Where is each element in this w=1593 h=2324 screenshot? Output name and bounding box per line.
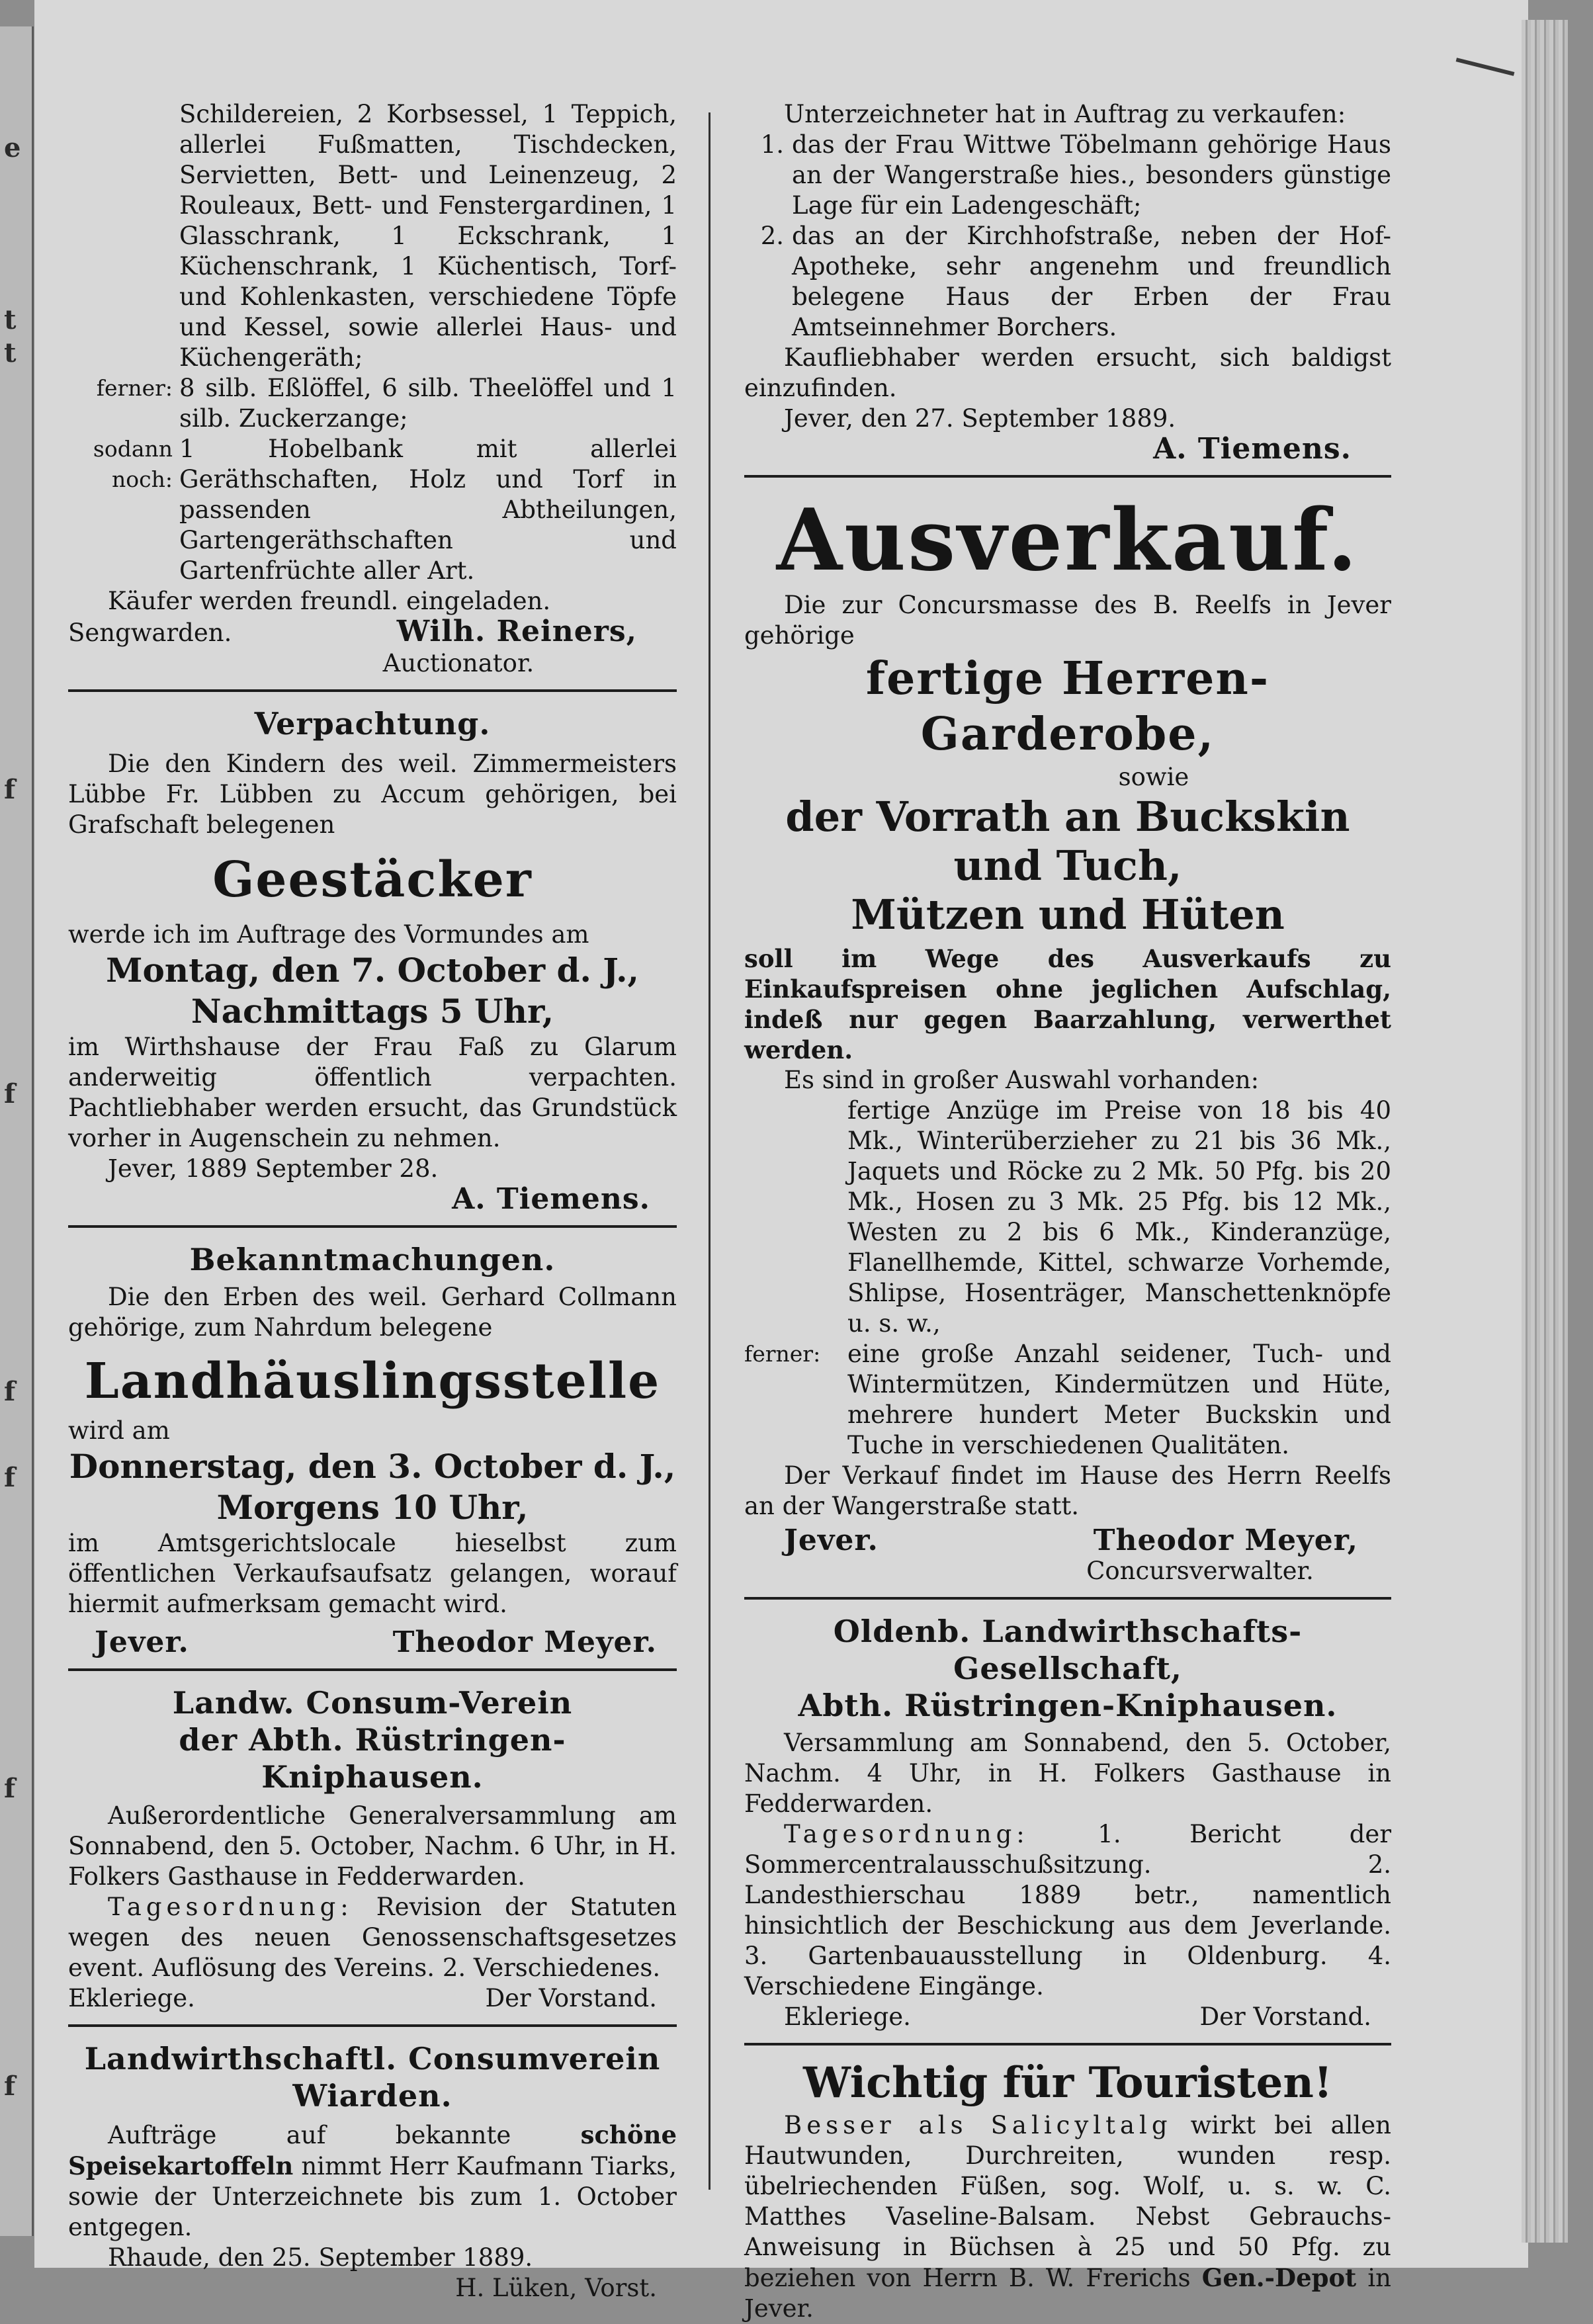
previous-page-edge [0,26,34,2236]
agri-society-agenda [744,1819,1391,2002]
clearance-ferner [744,1339,1391,1461]
agenda-label: Tagesordnung: [784,1820,1029,1848]
clearance-sowie: sowie [1118,763,1189,791]
consum-kniphausen-body: Außerordentliche Generalversammlung am Sonnabend, den 5. October, Nachm. 6 Uhr, in H. Folkers Gasthause in Fedderwarden. [68,1801,677,1891]
clearance-line-3: und Tuch, [953,841,1182,890]
agri-society-heading-1: Oldenb. Landwirthschafts-Gesellschaft, [833,1614,1303,1686]
clearance-stock-list: fertige Anzüge im Preise von 18 bis 40 Mk., Winterüberzieher zu 21 bis 36 Mk., Jaquets und Röcke zu 2 Mk. 50 Pfg. bis 20 Mk., Hosen zu 3 Mk. 25 Pfg. bis 12 Mk., Westen zu 2 bis 6 Mk., Kinderanzüge, Flanellhemde, Kittel, schwarze Vorhemde, Shlipse, Hosenträger, Manschettenknöpfe u. s. w., [847,1096,1391,1338]
tourists-ad [744,2059,1391,2324]
margin-fragment: f [4,774,16,805]
tourists-body-spaced: Besser als Salicyltalg [784,2111,1172,2139]
agenda-text: 1. Bericht der Sommercentralausschußsitzung. 2. Landesthierschau 1889 betr., namentlich hinsichtlich der Beschickung aus dem Jeverlande. 3. Gartenbauausstellung in Oldenburg. 4. Verschiedene Eingänge. [744,1820,1392,2001]
notices-ad [68,1241,677,1658]
sale-item [744,221,1391,343]
auction-sodann [68,434,677,586]
agenda-label: Tagesordnung: [108,1893,353,1921]
notices-heading: Bekanntmachungen. [189,1242,556,1277]
lease-signer: A. Tiemens. [452,1182,650,1216]
lease-signature-row [68,1184,677,1215]
sodann-text: 1 Hobelbank mit allerlei Geräthschaften, Holz und Torf in passenden Abtheilungen, Gartengeräthschaften und Gartenfrüchte aller Art. [179,435,677,585]
book-page-stack [1522,20,1568,2243]
margin-fragment: f [4,2071,16,2102]
sale-dateline: Jever, den 27. September 1889. [784,404,1176,433]
auction-signer-title: Auctionator. [382,649,535,677]
item-number: 1. [760,130,784,159]
margin-fragment: t [4,337,17,368]
margin-fragment: f [4,1462,16,1493]
margin-fragment: f [4,1773,16,1804]
tourists-body [744,2110,1391,2324]
margin-fragment: e [4,132,21,163]
consum-wiarden-signer: H. Lüken, Vorst. [455,2274,657,2302]
consum-kniphausen-ad [68,1684,677,2014]
sale-ad [744,99,1391,464]
ferner-label: ferner: [96,375,173,401]
clearance-signature-row [744,1526,1391,1556]
lease-commission: werde ich im Auftrage des Vormundes am [68,920,589,949]
agri-society-heading-2: Abth. Rüstringen-Kniphausen. [798,1688,1338,1723]
tourists-body-text: wirkt bei allen Hautwunden, Durchreiten, wunden resp. übelriechenden Füßen, sog. Wolf, u. s. w. C. Matthes Vaseline-Balsam. Nebst Gebrauchs-Anweisung in Büchsen à 25 und 50 Pfg. zu beziehen von Herrn B. W. Frerichs [744,2111,1391,2292]
tourists-depot-place: in Jever. [744,2264,1392,2323]
section-rule [744,475,1391,478]
clearance-body: soll im Wege des Ausverkaufs zu Einkaufspreisen ohne jeglichen Aufschlag, indeß nur gegen Baarzahlung, verwerthet werden. [744,944,1391,1064]
sale-intro: Unterzeichneter hat in Auftrag zu verkaufen: [784,100,1346,128]
consum-wiarden-body [68,2120,677,2243]
consum-wiarden-ad [68,2040,677,2303]
lease-ad [68,705,677,1215]
agri-society-ad [744,1613,1391,2032]
clearance-line-2: der Vorrath an Buckskin [785,793,1350,841]
sale-item [744,130,1391,221]
notices-pre-date: wird am [68,1416,170,1445]
notices-date: Donnerstag, den 3. October d. J., [69,1447,676,1486]
notices-body: im Amtsgerichtslocale hieselbst zum öffentlichen Verkaufsaufsatz gelangen, worauf hiermit aufmerksam gemacht wird. [68,1529,677,1618]
auction-invite: Käufer werden freundl. eingeladen. [108,587,551,615]
clearance-intro: Die zur Concursmasse des B. Reelfs in Jever gehörige [744,591,1391,650]
consum-kniphausen-place: Ekleriege. [68,1984,195,2012]
section-rule [68,1225,677,1228]
auction-items: Schildereien, 2 Korbsessel, 1 Teppich, allerlei Fußmatten, Tischdecken, Servietten, Bett- und Leinenzeug, 2 Rouleaux, Bett- und Fenstergardinen, 1 Glasschrank, 1 Eckschrank, 1 Küchenschrank, 1 Küchentisch, Torf- und Kohlenkasten, verschiedene Töpfe und Kessel, sowie allerlei Haus- und Küchengeräth; [179,100,677,372]
section-rule [744,1597,1391,1600]
agri-society-signer: Der Vorstand. [1199,2002,1371,2031]
consum-kniphausen-agenda [68,1892,677,1983]
agenda-text: Revision der Statuten wegen des neuen Genossenschaftsgesetzes event. Auflösung des Vereins. 2. Verschiedenes. [68,1893,677,1982]
consum-wiarden-dateline: Rhaude, den 25. September 1889. [108,2243,533,2272]
margin-fragment: f [4,1078,16,1109]
lease-heading: Verpachtung. [254,706,491,742]
notices-place: Jever. [95,1625,189,1659]
margin-fragment: t [4,304,17,335]
consum-wiarden-heading-1: Landwirthschaftl. Consumverein [84,2041,661,2077]
consum-wiarden-heading-2: Wiarden. [292,2078,452,2114]
left-column [68,99,677,2303]
clearance-stock-intro: Es sind in großer Auswahl vorhanden: [784,1066,1260,1094]
ferner-text: 8 silb. Eßlöffel, 6 silb. Theelöffel und 1 silb. Zuckerzange; [179,374,677,433]
ferner-label: ferner: [744,1341,821,1367]
consum-kniphausen-heading-1: Landw. Consum-Verein [172,1685,573,1721]
margin-fragment: f [4,1376,16,1407]
auction-place: Sengwarden. [68,619,232,647]
body-part-1: Aufträge auf bekannte [108,2121,511,2149]
body-bold: schöne Speisekartoffeln [68,2120,677,2180]
clearance-line-1: fertige Herren-Garderobe, [865,652,1270,761]
sale-call: Kaufliebhaber werden ersucht, sich baldigst einzufinden. [744,343,1391,402]
auction-ferner [68,373,677,434]
section-rule [68,689,677,692]
notices-signer: Theodor Meyer. [392,1625,657,1659]
consum-wiarden-signature-row [68,2273,677,2303]
tourists-depot: Gen.-Depot [1201,2263,1357,2292]
agri-society-place: Ekleriege. [784,2002,911,2031]
item-text: das an der Kirchhofstraße, neben der Hof-Apotheke, sehr angenehm und freundlich belegene Haus der Erben der Frau Amtseinnehmer Borchers. [792,222,1391,341]
item-text: das der Frau Wittwe Töbelmann gehörige Haus an der Wangerstraße hies., besonders günstige Lage für ein Ladengeschäft; [792,130,1391,220]
sale-signer: A. Tiemens. [1153,432,1352,466]
tourists-heading: Wichtig für Touristen! [803,2058,1332,2108]
clearance-location: Der Verkauf findet im Hause des Herrn Reelfs an der Wangerstraße statt. [744,1461,1391,1520]
consum-kniphausen-signer: Der Vorstand. [485,1984,657,2012]
section-rule [68,2024,677,2027]
clearance-place: Jever. [784,1524,879,1557]
consum-kniphausen-heading-2: der Abth. Rüstringen-Kniphausen. [179,1722,566,1795]
section-rule [68,1668,677,1671]
notices-time: Morgens 10 Uhr, [216,1488,529,1527]
section-rule [744,2043,1391,2045]
consum-kniphausen-signature-row [68,1983,677,2014]
notices-object: Landhäuslingsstelle [84,1353,661,1410]
clearance-ad [744,491,1391,1586]
ferner-text: eine große Anzahl seidener, Tuch- und Wintermützen, Kindermützen und Hüte, mehrere hundert Meter Buckskin und Tuche in verschiedenen Qualitäten. [847,1340,1391,1459]
lease-date: Montag, den 7. October d. J., [106,951,639,990]
clearance-line-4: Mützen und Hüten [851,890,1285,939]
auction-ad [68,99,677,679]
lease-intro: Die den Kindern des weil. Zimmermeisters Lübbe Fr. Lübben zu Accum gehörigen, bei Grafschaft belegenen [68,750,677,839]
auction-signature-row [68,617,677,648]
clearance-signer-title: Concursverwalter. [1086,1557,1314,1585]
sodann-label: sodann noch: [93,436,173,492]
notices-intro: Die den Erben des weil. Gerhard Collmann gehörige, zum Nahrdum belegene [68,1283,677,1342]
clearance-signer: Theodor Meyer, [1093,1524,1358,1557]
lease-dateline: Jever, 1889 September 28. [108,1154,439,1183]
column-divider [709,112,710,2190]
lease-body: im Wirthshause der Frau Faß zu Glarum anderweitig öffentlich verpachten. Pachtliebhaber werden ersucht, das Grundstück vorher in Augenschein zu nehmen. [68,1033,677,1152]
right-column [744,99,1391,2324]
notices-signature-row [68,1627,677,1658]
clearance-heading: Ausverkauf. [776,491,1359,590]
lease-time: Nachmittags 5 Uhr, [191,992,554,1031]
item-number: 2. [760,222,784,250]
sale-signature-row [744,434,1391,464]
agri-society-body: Versammlung am Sonnabend, den 5. October, Nachm. 4 Uhr, in H. Folkers Gasthause in Fedderwarden. [744,1729,1391,1818]
body-part-2: nimmt Herr Kaufmann Tiarks, sowie der Unterzeichnete bis zum 1. October entgegen. [68,2152,677,2241]
lease-object: Geestäcker [212,851,533,908]
auction-signer: Wilh. Reiners, [396,615,637,648]
agri-society-signature-row [744,2002,1391,2032]
